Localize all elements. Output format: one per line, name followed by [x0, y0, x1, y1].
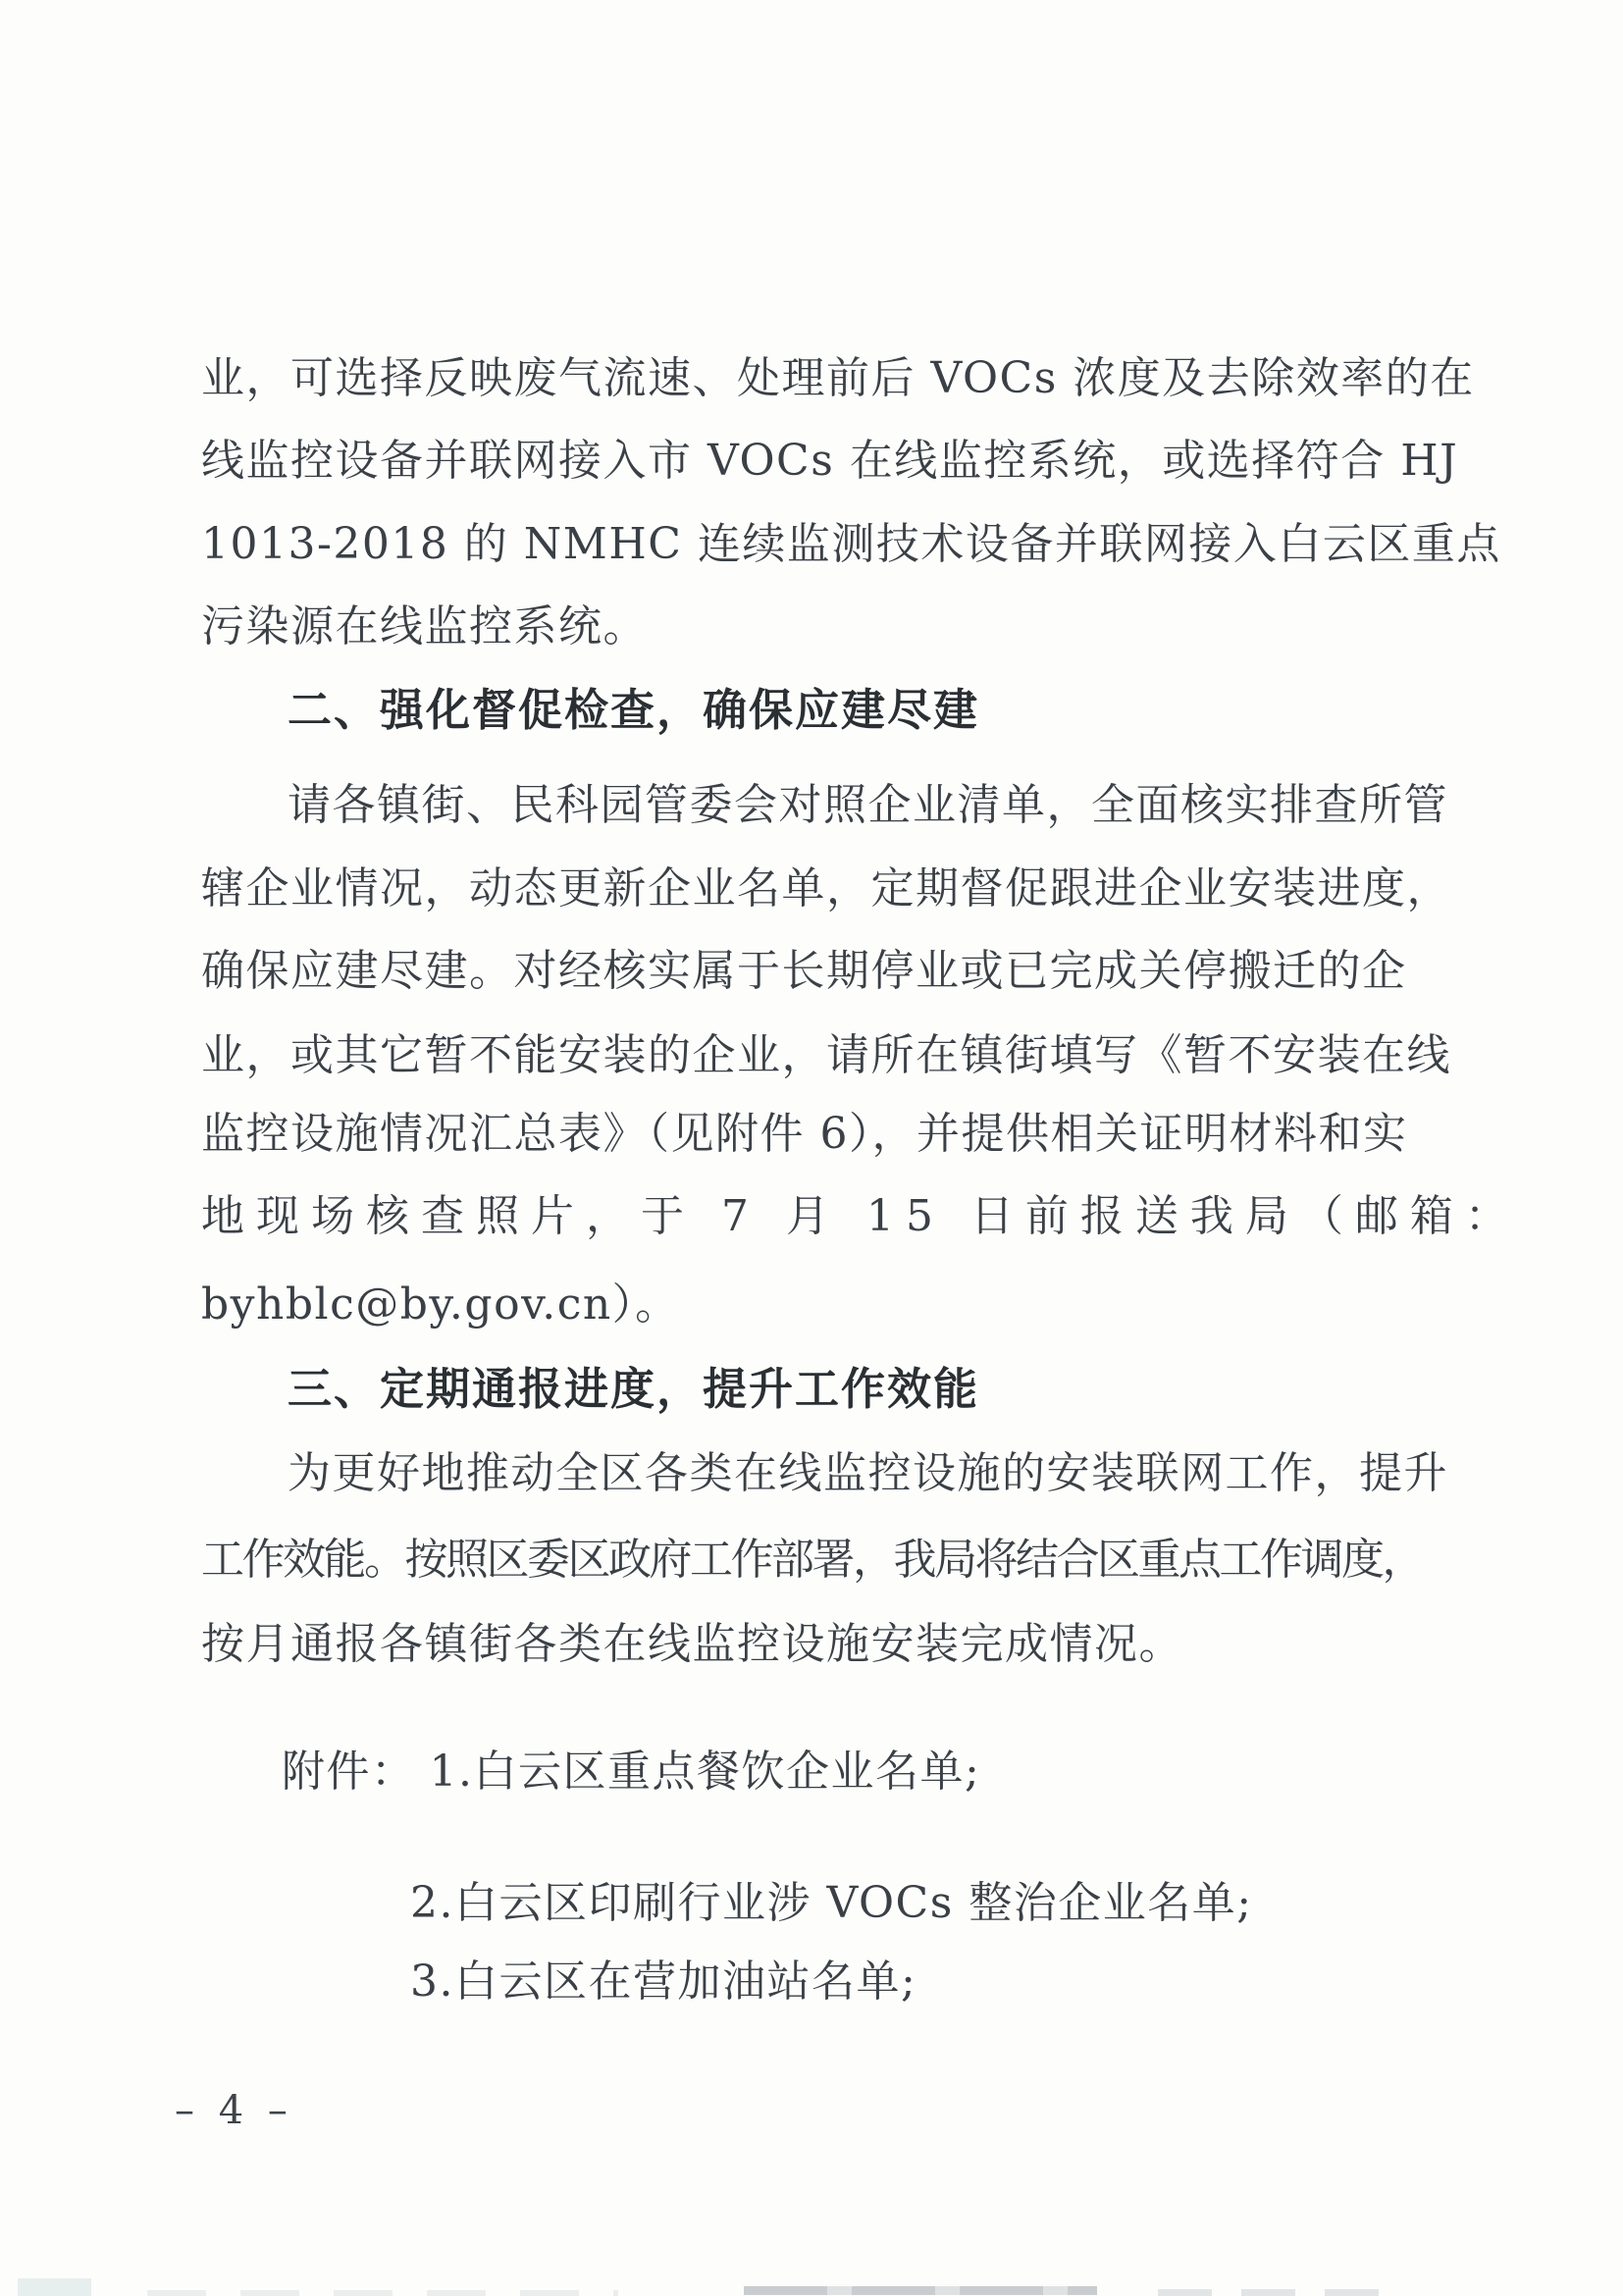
body-text-line: 工作效能。按照区委区政府工作部署，我局将结合区重点工作调度，	[201, 1535, 1423, 1585]
attachments-line	[282, 1747, 980, 1798]
body-text-line: 按月通报各镇街各类在线监控设施安装完成情况。	[201, 1619, 1183, 1669]
scan-artifact	[744, 2286, 1097, 2295]
body-text-line: 污染源在线监控系统。	[201, 601, 648, 652]
body-text-line: 业，或其它暂不能安装的企业，请所在镇街填写《暂不安装在线	[201, 1030, 1451, 1080]
section-heading: 三、定期通报进度，提升工作效能	[288, 1363, 980, 1415]
scan-artifact	[1158, 2289, 1384, 2296]
body-text-line: 为更好地推动全区各类在线监控设施的安装联网工作，提升	[288, 1448, 1448, 1498]
page-number: – 4 –	[175, 2088, 293, 2133]
body-text-line: 线监控设备并联网接入市 VOCs 在线监控系统，或选择符合 HJ	[201, 436, 1459, 486]
attachment-item: 1.白云区重点餐饮企业名单;	[429, 1747, 981, 1797]
body-text-line: 1013-2018 的 NMHC 连续监测技术设备并联网接入白云区重点	[201, 519, 1501, 569]
attachment-item: 3.白云区在营加油站名单;	[410, 1957, 917, 2007]
scan-artifact	[18, 2278, 91, 2296]
body-text-line: 辖企业情况，动态更新企业名单，定期督促跟进企业安装进度，	[201, 863, 1451, 913]
body-text-line: 确保应建尽建。对经核实属于长期停业或已完成关停搬迁的企	[201, 946, 1407, 996]
body-text-line: 监控设施情况汇总表》（见附件 6），并提供相关证明材料和实	[201, 1109, 1408, 1159]
body-text-line: 地现场核查照片，于 7 月 15 日前报送我局（邮箱：	[201, 1191, 1520, 1241]
attachments-label: 附件：	[282, 1747, 416, 1797]
scan-artifact	[147, 2290, 618, 2296]
body-text-line: 业，可选择反映废气流速、处理前后 VOCs 浓度及去除效率的在	[201, 353, 1475, 403]
attachment-item: 2.白云区印刷行业涉 VOCs 整治企业名单;	[410, 1878, 1253, 1928]
body-text-line: 请各镇街、民科园管委会对照企业清单，全面核实排查所管	[288, 780, 1448, 830]
email-text-line: byhblc@by.gov.cn）。	[201, 1279, 680, 1330]
section-heading: 二、强化督促检查，确保应建尽建	[288, 684, 980, 736]
